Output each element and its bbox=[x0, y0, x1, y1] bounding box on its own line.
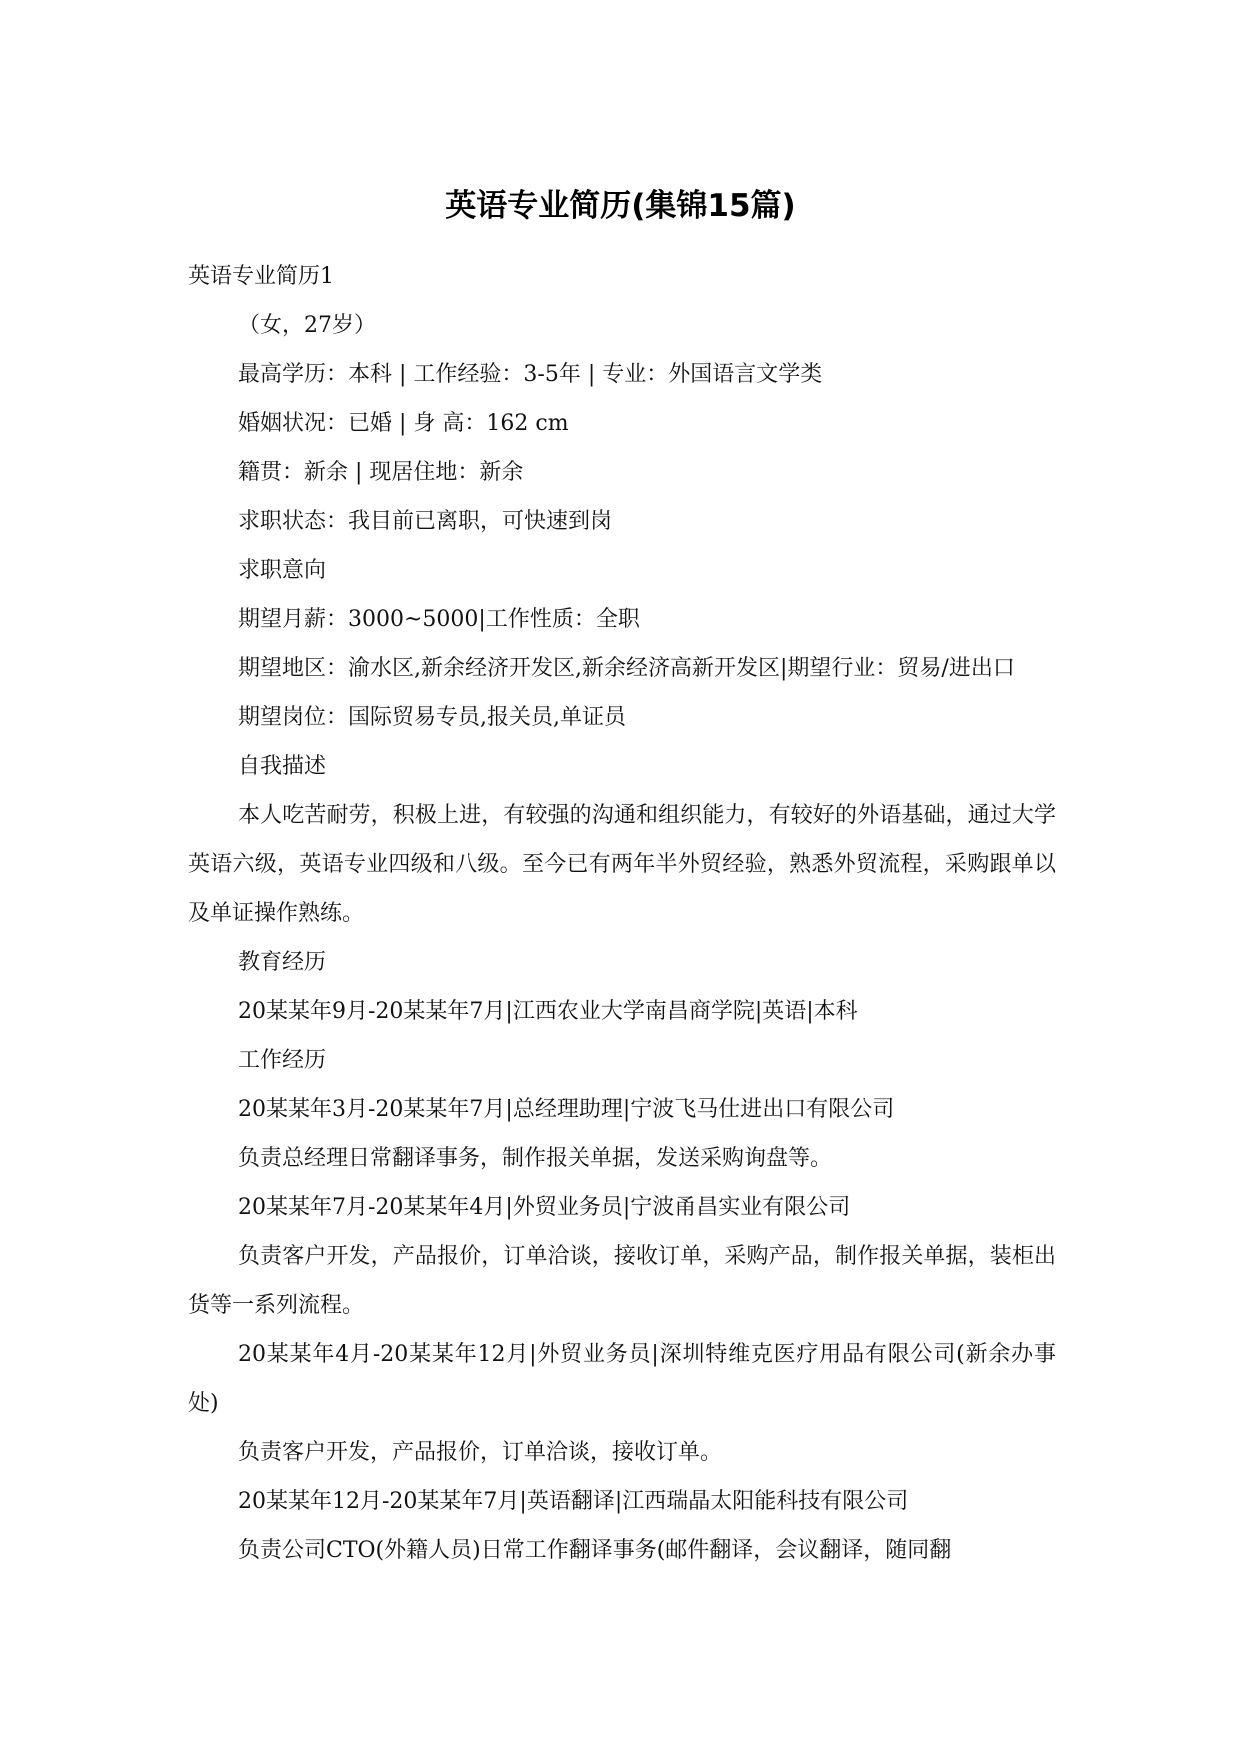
paragraph: 期望月薪：3000~5000|工作性质：全职 bbox=[238, 607, 640, 632]
paragraph: 期望地区：渝水区,新余经济开发区,新余经济高新开发区|期望行业：贸易/进出口 bbox=[238, 656, 1015, 681]
paragraph: 负责客户开发，产品报价，订单洽谈，接收订单。 bbox=[238, 1440, 723, 1465]
paragraph: 本人吃苦耐劳，积极上进，有较强的沟通和组织能力，有较好的外语基础，通过大学英语六级，英语专业四级和八级。至今已有两年半外贸经验，熟悉外贸流程，采购跟单以及单证操作熟练。 bbox=[188, 803, 1056, 926]
paragraph: 工作经历 bbox=[238, 1048, 327, 1073]
paragraph: 20某某年3月-20某某年7月|总经理助理|宁波飞马仕进出口有限公司 bbox=[238, 1097, 895, 1122]
paragraph: （女，27岁） bbox=[238, 313, 376, 338]
paragraph: 20某某年7月-20某某年4月|外贸业务员|宁波甬昌实业有限公司 bbox=[238, 1195, 851, 1220]
paragraph: 英语专业简历1 bbox=[188, 264, 334, 289]
paragraph: 籍贯：新余 | 现居住地：新余 bbox=[238, 460, 524, 485]
paragraph: 负责公司CTO(外籍人员)日常工作翻译事务(邮件翻译，会议翻译，随同翻 bbox=[238, 1538, 952, 1563]
document-body bbox=[188, 252, 1056, 1575]
paragraph: 负责总经理日常翻译事务，制作报关单据，发送采购询盘等。 bbox=[238, 1146, 833, 1171]
paragraph: 负责客户开发，产品报价，订单洽谈，接收订单，采购产品，制作报关单据，装柜出货等一系列流程。 bbox=[188, 1244, 1056, 1318]
paragraph: 教育经历 bbox=[238, 950, 327, 975]
paragraph: 求职状态：我目前已离职，可快速到岗 bbox=[238, 509, 613, 534]
paragraph: 20某某年4月-20某某年12月|外贸业务员|深圳特维克医疗用品有限公司(新余办事处) bbox=[188, 1342, 1056, 1416]
paragraph: 求职意向 bbox=[238, 558, 327, 583]
paragraph: 婚姻状况：已婚 | 身 高：162 cm bbox=[238, 411, 569, 436]
paragraph: 自我描述 bbox=[238, 754, 327, 779]
paragraph: 20某某年9月-20某某年7月|江西农业大学南昌商学院|英语|本科 bbox=[238, 999, 858, 1024]
paragraph: 20某某年12月-20某某年7月|英语翻译|江西瑞晶太阳能科技有限公司 bbox=[238, 1489, 909, 1514]
document-title: 英语专业简历(集锦15篇) bbox=[445, 188, 796, 224]
paragraph: 期望岗位：国际贸易专员,报关员,单证员 bbox=[238, 705, 626, 730]
paragraph: 最高学历：本科 | 工作经验：3-5年 | 专业：外国语言文学类 bbox=[238, 362, 823, 387]
